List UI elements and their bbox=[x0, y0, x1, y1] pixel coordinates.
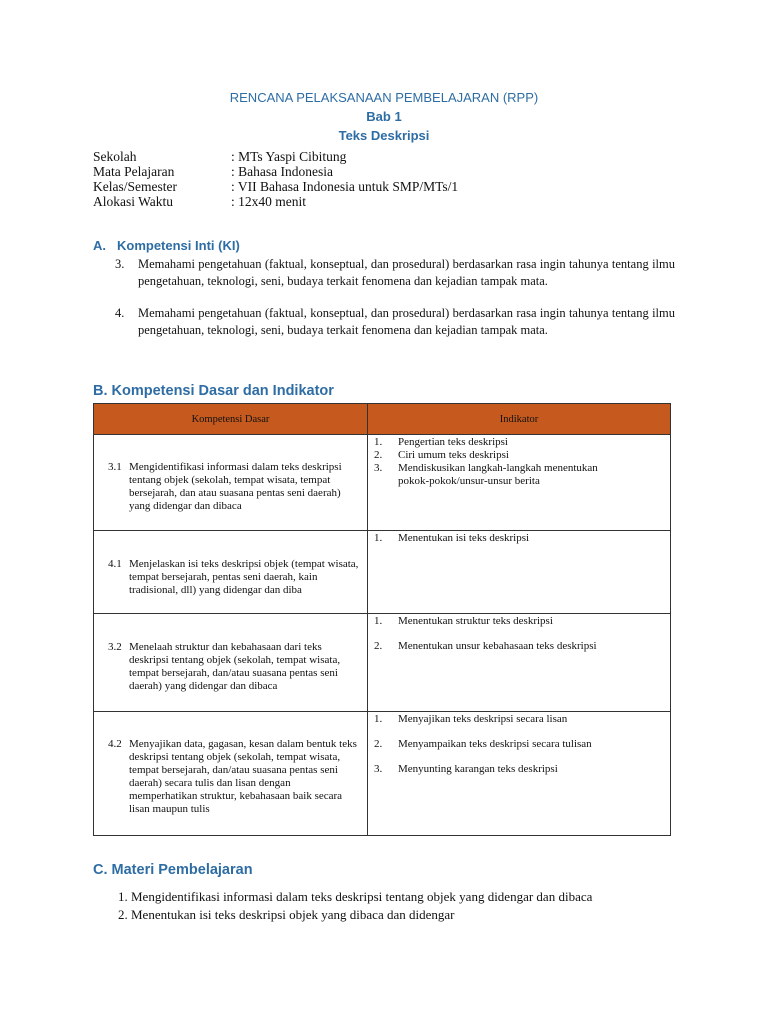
indikator-item: 2. Ciri umum teks deskripsi bbox=[374, 449, 509, 461]
table-row bbox=[94, 614, 671, 712]
info-value: : Bahasa Indonesia bbox=[231, 164, 333, 179]
info-value: : MTs Yaspi Cibitung bbox=[231, 149, 347, 164]
indikator-item: 2. Menentukan unsur kebahasaan teks deskripsi bbox=[374, 640, 597, 652]
ki-number: 3. bbox=[115, 257, 125, 271]
indikator-item: 3. Menyunting karangan teks deskripsi bbox=[374, 763, 558, 775]
indikator-item: 1. Menentukan isi teks deskripsi bbox=[374, 532, 530, 544]
info-label: Kelas/Semester bbox=[93, 179, 177, 194]
kd-text: Menjelaskan isi teks deskripsi objek (tempat wisata, tempat bersejarah, pentas seni daerah, kain tradisional, dll) yang didengar dan diba bbox=[129, 558, 359, 596]
indikator-cell bbox=[368, 712, 671, 836]
indikator-cell bbox=[368, 435, 671, 531]
section-c-heading: C. Materi Pembelajaran bbox=[93, 862, 253, 878]
ki-text: Memahami pengetahuan (faktual, konseptual, dan prosedural) berdasarkan rasa ingin tahunya tentang ilmu pengetahuan, teknologi, seni, budaya terkait fenomena dan kejadian tampak mata. bbox=[138, 257, 675, 288]
kd-number: 3.1 bbox=[108, 461, 122, 473]
kd-number: 3.2 bbox=[108, 641, 122, 653]
indikator-item: 2. Menyampaikan teks deskripsi secara tulisan bbox=[374, 738, 592, 750]
section-a-letter: A. bbox=[93, 238, 106, 253]
materi-item: 2. Menentukan isi teks deskripsi objek yang dibaca dan didengar bbox=[118, 907, 455, 922]
indikator-item: 1. Menentukan struktur teks deskripsi bbox=[374, 615, 553, 627]
table-header-row bbox=[94, 404, 671, 435]
col-header-indikator: Indikator bbox=[368, 404, 671, 435]
kd-text: Menelaah struktur dan kebahasaan dari teks deskripsi tentang objek (sekolah, tempat wisata, tempat bersejarah, dan/atau suasana pentas seni daerah) yang didengar dan dibaca bbox=[129, 641, 341, 692]
kd-cell bbox=[94, 614, 368, 712]
ki-text: Memahami pengetahuan (faktual, konseptual, dan prosedural) berdasarkan rasa ingin tahunya tentang ilmu pengetahuan, teknologi, seni, budaya terkait fenomena dan kejadian tampak mata. bbox=[138, 306, 675, 337]
kd-cell bbox=[94, 435, 368, 531]
kd-number: 4.2 bbox=[108, 738, 122, 750]
chapter-label: Bab 1 bbox=[366, 109, 402, 124]
section-a-title: Kompetensi Inti (KI) bbox=[117, 238, 240, 253]
table-row bbox=[94, 435, 671, 531]
ki-number: 4. bbox=[115, 306, 125, 320]
indikator-cell bbox=[368, 614, 671, 712]
indikator-item: 3. Mendiskusikan langkah-langkah menentukan pokok-pokok/unsur-unsur berita bbox=[374, 462, 598, 487]
document-subtitle: Teks Deskripsi bbox=[338, 128, 430, 143]
info-label: Alokasi Waktu bbox=[93, 194, 174, 209]
info-label: Sekolah bbox=[93, 149, 137, 164]
kd-text: Mengidentifikasi informasi dalam teks deskripsi tentang objek (sekolah, tempat wisata, tempat bersejarah, dan atau suasana pentas seni daerah) yang didengar dan dibaca bbox=[129, 461, 342, 512]
kd-cell bbox=[94, 712, 368, 836]
section-a-heading bbox=[93, 238, 240, 253]
indikator-item: 1. Menyajikan teks deskripsi secara lisan bbox=[374, 713, 568, 725]
indikator-item: 1. Pengertian teks deskripsi bbox=[374, 436, 508, 448]
section-b-heading: B. Kompetensi Dasar dan Indikator bbox=[93, 383, 334, 399]
info-value: : VII Bahasa Indonesia untuk SMP/MTs/1 bbox=[231, 179, 459, 194]
kd-cell bbox=[94, 531, 368, 614]
kd-number: 4.1 bbox=[108, 558, 122, 570]
table-row bbox=[94, 712, 671, 836]
ki-item bbox=[115, 256, 675, 290]
col-header-kd: Kompetensi Dasar bbox=[94, 404, 368, 435]
document-title: RENCANA PELAKSANAAN PEMBELAJARAN (RPP) bbox=[229, 90, 539, 105]
materi-item: 1. Mengidentifikasi informasi dalam teks deskripsi tentang objek yang didengar dan dibaca bbox=[118, 889, 593, 904]
table-row bbox=[94, 531, 671, 614]
ki-item bbox=[115, 305, 675, 339]
info-value: : 12x40 menit bbox=[231, 194, 306, 209]
kd-text: Menyajikan data, gagasan, kesan dalam bentuk teks deskripsi tentang objek (sekolah, tempat wisata, tempat bersejarah, dan/atau suasana pentas seni daerah) secara tulis dan lisan dengan memperhatikan struktur, kebahasaan baik secara lisan maupun tulis bbox=[129, 738, 357, 815]
info-label: Mata Pelajaran bbox=[93, 164, 175, 179]
kd-indikator-table bbox=[93, 403, 671, 836]
indikator-cell bbox=[368, 531, 671, 614]
